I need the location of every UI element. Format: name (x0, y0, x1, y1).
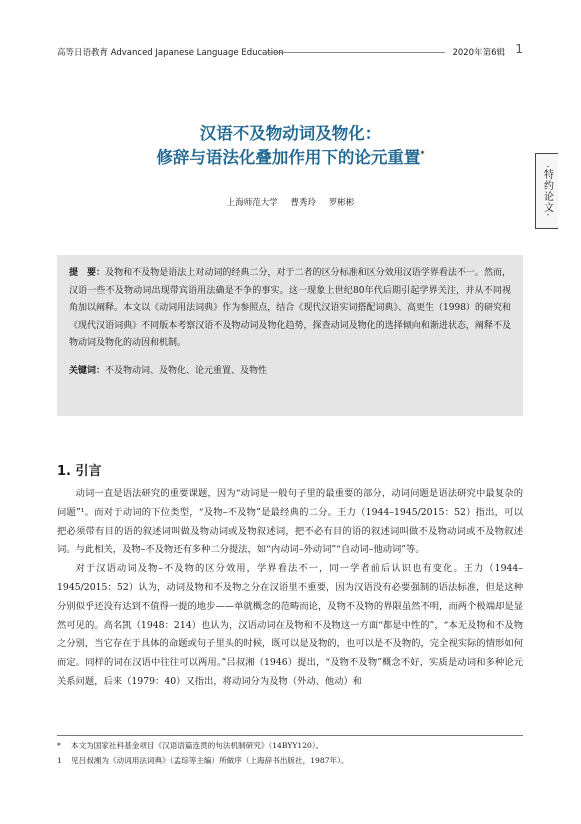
article-title-text: 修辞与语法化叠加作用下的论元重置 (156, 148, 421, 167)
footnote-rule (57, 735, 523, 736)
footnote (57, 753, 523, 768)
footnotes (57, 738, 523, 768)
article-title-line2 (0, 144, 581, 168)
author-name: 曹秀玲 (290, 198, 316, 208)
section-tab: ·特约论文· (535, 153, 558, 229)
footnote-mark: 1 (57, 756, 62, 765)
author-line (0, 196, 581, 208)
footnote (57, 738, 523, 753)
body-paragraph: 动词一直是语法研究的重要课题，因为“动词是一般句子里的最重要的部分，动词问题是语法研究中最复杂的问题”¹。而对于动词的下位类型，“及物–不及物”是最经典的二分。王力（1944–1945/2015：52）指出，可以把必须带有目的语的叙述词叫做及物动词或及物叙述词，把不必有目的语的叙述词叫做不及物动词或不及物叙述词。与此相关，及物–不及物还有多种二分提法，如“内动词–外动词”“自动词–他动词”等。 (57, 488, 523, 556)
section-heading (57, 460, 102, 479)
footnote-text: 本文为国家社科基金项目《汉语语篇连贯的句法机制研究》（14BYY120）。 (71, 741, 324, 750)
section-number: 1. (57, 464, 71, 479)
abstract-label: 提 要： (69, 268, 106, 278)
page-number: 1 (515, 42, 523, 56)
body-paragraph: 对于汉语动词及物–不及物的区分效用，学界看法不一，同一学者前后认识也有变化。王力（1944–1945/2015：52）认为，动词及物和不及物之分在汉语里不重要，因为汉语没有必要强制的语法标准，但是这种分别似乎还没有达到不值得一提的地步——单就概念的范畴而论，及物不及物的界限虽然不明，而两个极端却是显然可见的。高名凯（1948：214）也认为，汉语动词在及物和不及物这一方面“都是中性的”，“本无及物和不及物之分别，当它存在于具体的命题或句子里头的时候，既可以是及物的，也可以是不及物的，完全视实际的情形如何而定。同样的词在汉语中往往可以两用。”吕叔湘（1946）提出，“及物不及物”概念不好，实质是动词和多种论元关系问题，后来（1979：40）又指出，将动词分为及物（外动、他动）和 (57, 563, 523, 687)
journal-name: 高等日语教育 Advanced Japanese Language Education (57, 48, 284, 58)
section-title: 引言 (75, 464, 102, 479)
footnote-text: 见吕叔湘为《动词用法词典》（孟琮等主编）所做序（上海辞书出版社，1987年）。 (71, 756, 349, 765)
keywords-line (69, 363, 511, 376)
abstract-paragraph (69, 265, 511, 353)
article-title-line1: 汉语不及物动词及物化： (199, 124, 382, 143)
author-name: 罗彬彬 (328, 198, 355, 208)
abstract-text: 及物和不及物是语法上对动词的经典二分，对于二者的区分标准和区分效用汉语学界看法不一。然而，汉语一些不及物动词出现带宾语用法确是不争的事实。这一现象上世纪80年代后期引起学界关注，并从不同视角加以阐释。本文以《动词用法词典》作为参照点，结合《现代汉语实词搭配词典》、高更生（1998）的研究和《现代汉语词典》不同版本考察汉语不及物动词及物化趋势，探查动词及物化的选择倾向和渐进状态，阐释不及物动词及物化的动因和机制。 (69, 268, 511, 349)
affiliation: 上海师范大学 (226, 198, 278, 208)
keywords-label: 关键词： (69, 365, 106, 376)
abstract-box (57, 255, 523, 416)
issue-label: 2020年第6辑 (452, 48, 505, 58)
footnote-mark: * (57, 741, 61, 750)
running-header (57, 42, 523, 61)
keywords-text: 不及物动词、及物化、论元重置、及物性 (105, 365, 268, 376)
title-footnote-marker: * (420, 149, 425, 159)
header-rule (262, 52, 445, 53)
body-text (57, 485, 523, 692)
